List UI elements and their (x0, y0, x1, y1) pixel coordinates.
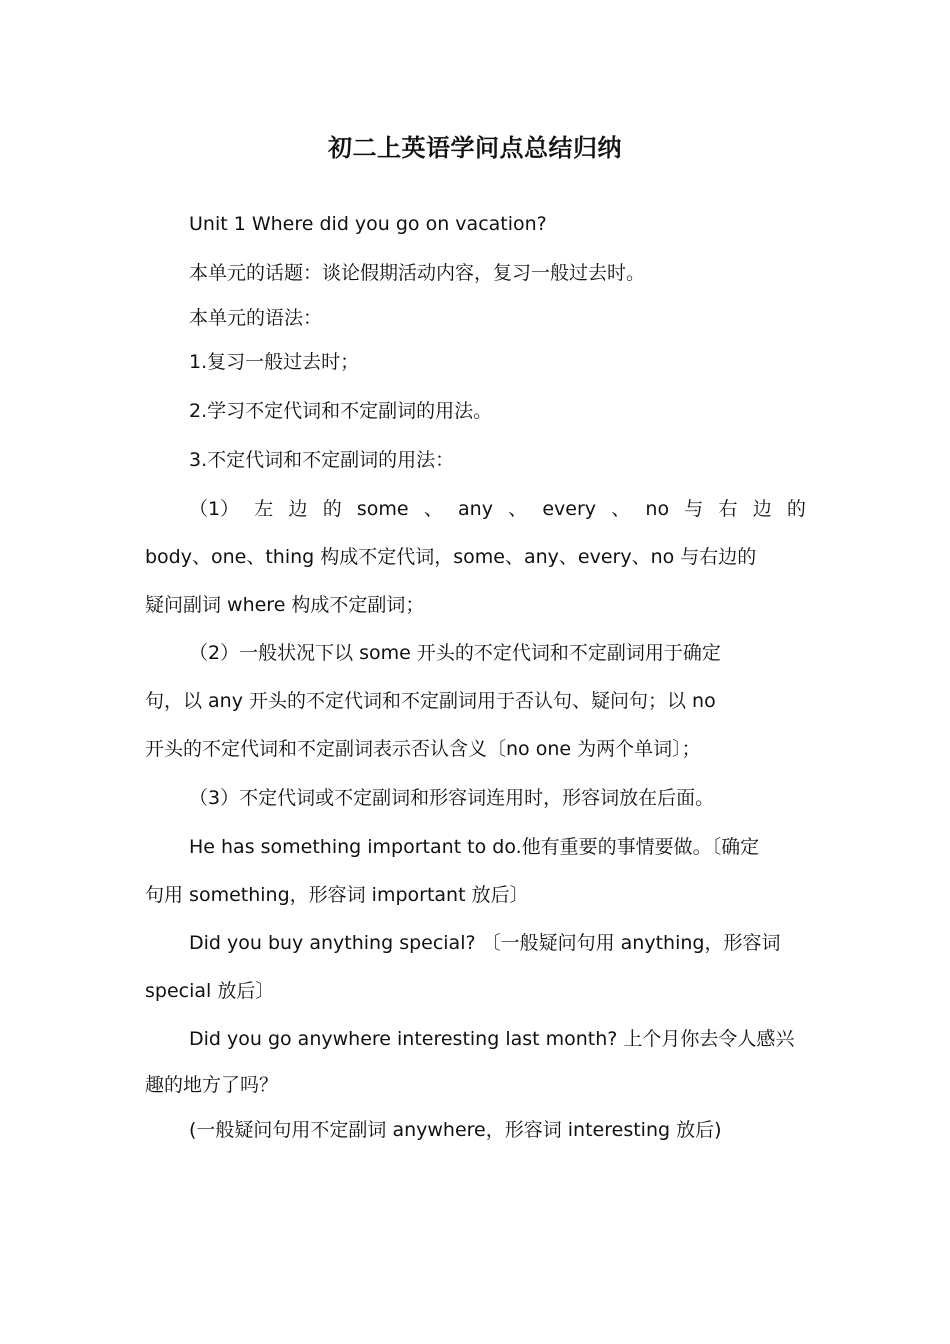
point1-part: 的 (322, 498, 342, 520)
point1-line3: 疑问副词 where 构成不定副词； (145, 594, 425, 616)
topic-line: 本单元的话题：谈论假期活动内容，复习一般过去时。 (189, 262, 646, 284)
point1-part: every (542, 498, 597, 520)
point1-part: 边 (288, 498, 308, 520)
point2-line1: （2）一般状况下以 some 开头的不定代词和不定副词用于确定 (189, 642, 721, 664)
example2-line2: special 放后〕 (145, 980, 275, 1002)
example1-line2: 句用 something，形容词 important 放后〕 (145, 884, 529, 906)
grammar-item-1: 1.复习一般过去时； (189, 351, 360, 373)
point1-part: 的 (786, 498, 806, 520)
point1-part: any (458, 498, 493, 520)
page-title: 初二上英语学问点总结归纳 (328, 134, 622, 162)
example2-line1: Did you buy anything special? 〔一般疑问句用 anything，形容词 (189, 932, 781, 954)
example3-note: (一般疑问句用不定副词 anywhere，形容词 interesting 放后) (189, 1119, 722, 1141)
point3-line: （3）不定代词或不定副词和形容词连用时，形容词放在后面。 (189, 787, 715, 809)
point1-part: （1） (189, 498, 240, 520)
point1-line1 (189, 496, 806, 522)
point1-part: 、 (611, 498, 631, 520)
point1-part: 、 (508, 498, 528, 520)
point1-part: 右 (718, 498, 738, 520)
grammar-heading: 本单元的语法： (189, 307, 323, 329)
grammar-item-2: 2.学习不定代词和不定副词的用法。 (189, 400, 493, 422)
point2-line2: 句，以 any 开头的不定代词和不定副词用于否认句、疑问句；以 no (145, 690, 716, 712)
point1-part: 与 (684, 498, 704, 520)
example3-line2: 趣的地方了吗？ (145, 1074, 279, 1096)
point1-part: 、 (423, 498, 443, 520)
point1-line2: body、one、thing 构成不定代词，some、any、every、no 与右边的 (145, 546, 757, 568)
point2-line3: 开头的不定代词和不定副词表示否认含义〔no one 为两个单词〕； (145, 738, 701, 760)
unit-heading: Unit 1 Where did you go on vacation? (189, 213, 547, 235)
point1-part: no (645, 498, 670, 520)
point1-part: some (356, 498, 409, 520)
example3-line1: Did you go anywhere interesting last month? 上个月你去令人感兴 (189, 1028, 795, 1050)
example1-line1: He has something important to do.他有重要的事情要做。〔确定 (189, 836, 760, 858)
point1-part: 左 (254, 498, 274, 520)
point1-part: 边 (752, 498, 772, 520)
grammar-item-3: 3.不定代词和不定副词的用法： (189, 449, 455, 471)
